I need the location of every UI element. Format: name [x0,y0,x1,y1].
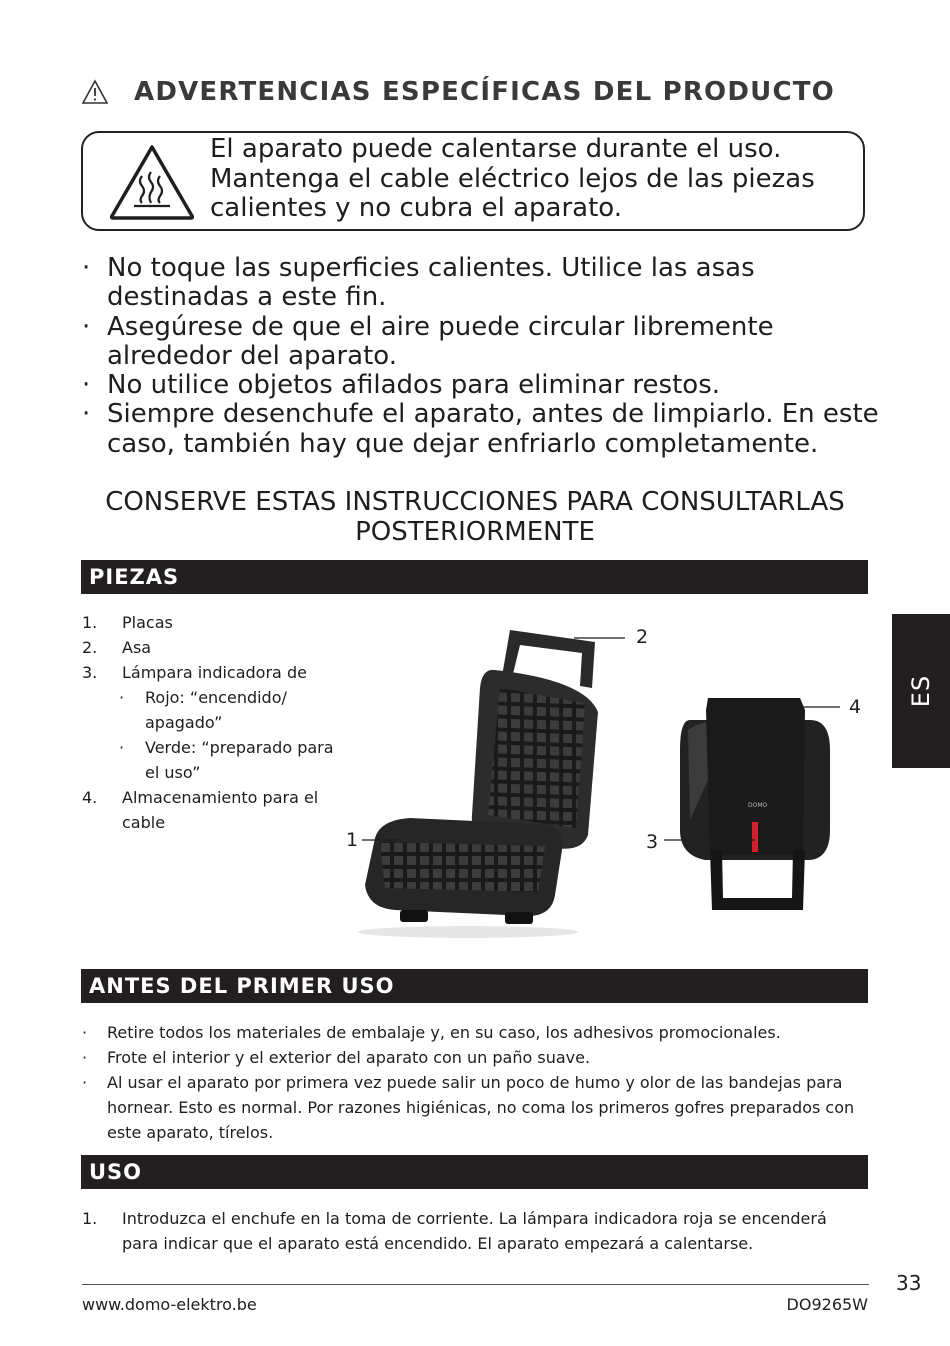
list-item: 1. Placas [82,613,173,632]
callout-3: 3 [646,831,659,853]
parts-list [82,610,342,835]
callout-4: 4 [849,696,862,718]
list-item: 4. Almacenamiento para el cable [82,788,319,832]
footer-divider [82,1284,869,1285]
uso-list [82,1206,862,1256]
warning-list [82,254,882,459]
section-heading-uso: USO [81,1155,868,1189]
list-item: · No toque las superficies calientes. Utilice las asas destinadas a este fin. [82,254,882,313]
footer-model: DO9265W [786,1295,868,1314]
footer-url: www.domo-elektro.be [82,1295,257,1314]
page-number: 33 [896,1271,922,1295]
device-brand-label: DOMO [748,802,768,809]
language-tab-label: ES [907,674,935,708]
list-item: · Frote el interior y el exterior del aparato con un paño suave. [82,1045,862,1070]
antes-list [82,1020,862,1145]
warning-triangle-icon [82,79,108,105]
list-item: · No utilice objetos afilados para eliminar restos. [82,371,882,400]
sub-list-item: · Rojo: “encendido/ apagado” [119,688,287,732]
list-item: 3. Lámpara indicadora de [82,663,307,682]
list-item: 2. Asa [82,638,152,657]
sub-list-item: · Verde: “preparado para el uso” [119,738,334,782]
callout-2: 2 [636,626,649,648]
hot-surface-icon [108,142,196,222]
list-item: · Siempre desenchufe el aparato, antes de limpiarlo. En este caso, también hay que dejar enfriarlo completamente. [82,400,882,459]
language-tab [892,614,950,768]
warning-text: El aparato puede calentarse durante el uso. Mantenga el cable eléctrico lejos de las piezas calientes y no cubra el aparato. [210,134,815,223]
conserve-line-2: POSTERIORMENTE [355,516,595,547]
section-title [82,74,835,110]
conserve-notice [82,488,868,547]
conserve-line-1: CONSERVE ESTAS INSTRUCCIONES PARA CONSULTARLAS [105,487,845,517]
list-item: · Retire todos los materiales de embalaje y, en su caso, los adhesivos promocionales. [82,1020,862,1045]
section-heading-piezas: PIEZAS [81,560,868,594]
list-item: · Asegúrese de que el aire puede circular libremente alrededor del aparato. [82,313,882,372]
list-item: · Al usar el aparato por primera vez puede salir un poco de humo y olor de las bandejas para hornear. Esto es normal. Por razones higiénicas, no coma los primeros gofres preparados con este aparato, tírelos. [82,1070,862,1145]
list-item: 1. Introduzca el enchufe en la toma de corriente. La lámpara indicadora roja se encenderá para indicar que el aparato está encendido. El aparato empezará a calentarse. [82,1209,827,1253]
title-text: ADVERTENCIAS ESPECÍFICAS DEL PRODUCTO [134,77,835,107]
callout-1: 1 [346,829,359,851]
section-heading-antes: ANTES DEL PRIMER USO [81,969,868,1003]
waffle-maker-open-image [340,620,630,940]
